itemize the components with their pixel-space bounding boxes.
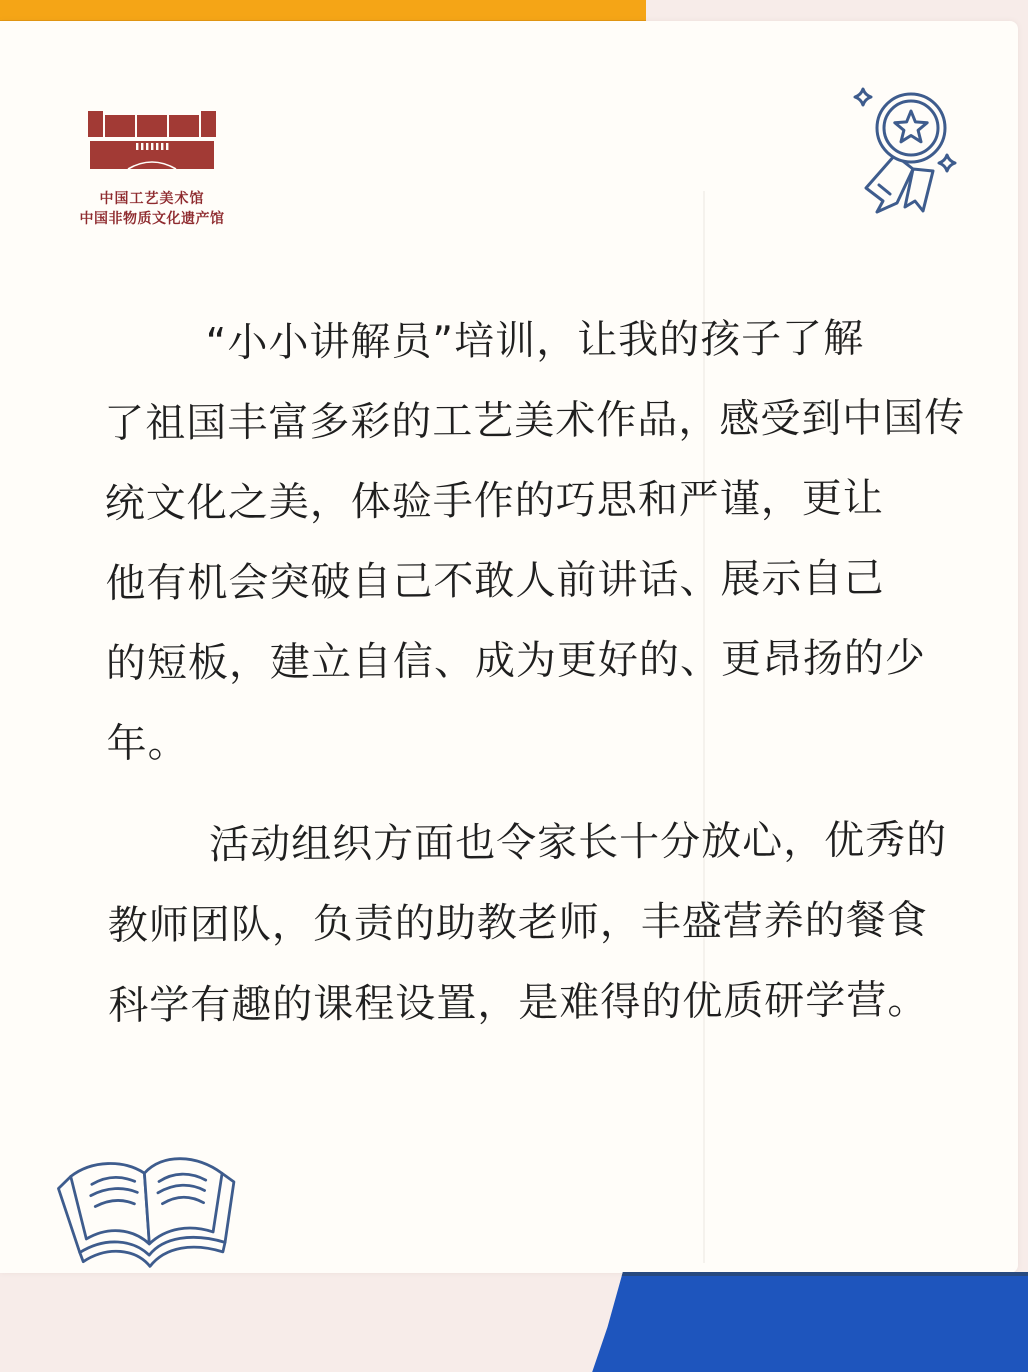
open-book-icon — [39, 1136, 260, 1290]
handwritten-line: 年。 — [106, 720, 189, 767]
handwritten-line: 科学有趣的课程设置，是难得的优质研学营。 — [108, 977, 929, 1029]
handwritten-line: 的短板，建立自信、成为更好的、更昂扬的少 — [105, 635, 927, 687]
museum-logo — [52, 111, 252, 230]
handwritten-line: 他有机会突破自己不敢人前讲话、展示自己 — [105, 555, 885, 607]
paragraph-1 — [103, 298, 966, 784]
letter-body — [103, 298, 966, 1046]
letter-card — [0, 21, 1018, 1273]
handwritten-line: 统文化之美，体验手作的巧思和严谨，更让 — [104, 475, 884, 527]
museum-building-icon — [88, 111, 216, 185]
handwritten-line: 活动组织方面也令家长十分放心，优秀的 — [209, 817, 948, 869]
handwritten-line: 教师团队，负责的助教老师，丰盛营养的餐食 — [107, 897, 928, 949]
sparkle-icon — [939, 155, 955, 171]
top-orange-band — [0, 0, 646, 22]
logo-text-line1: 中国工艺美术馆 — [99, 191, 205, 207]
sparkle-icon — [855, 89, 871, 105]
medal-circle-outer — [877, 94, 945, 162]
bottom-blue-shape — [590, 1272, 1028, 1372]
medal-badge-icon — [843, 79, 977, 219]
handwritten-line: 了祖国丰富多彩的工艺美术作品，感受到中国传 — [104, 394, 966, 447]
logo-text-line2: 中国非物质文化遗产馆 — [79, 211, 225, 228]
handwritten-line: “小小讲解员”培训，让我的孩子了解 — [205, 315, 865, 367]
paragraph-2 — [107, 800, 955, 1046]
